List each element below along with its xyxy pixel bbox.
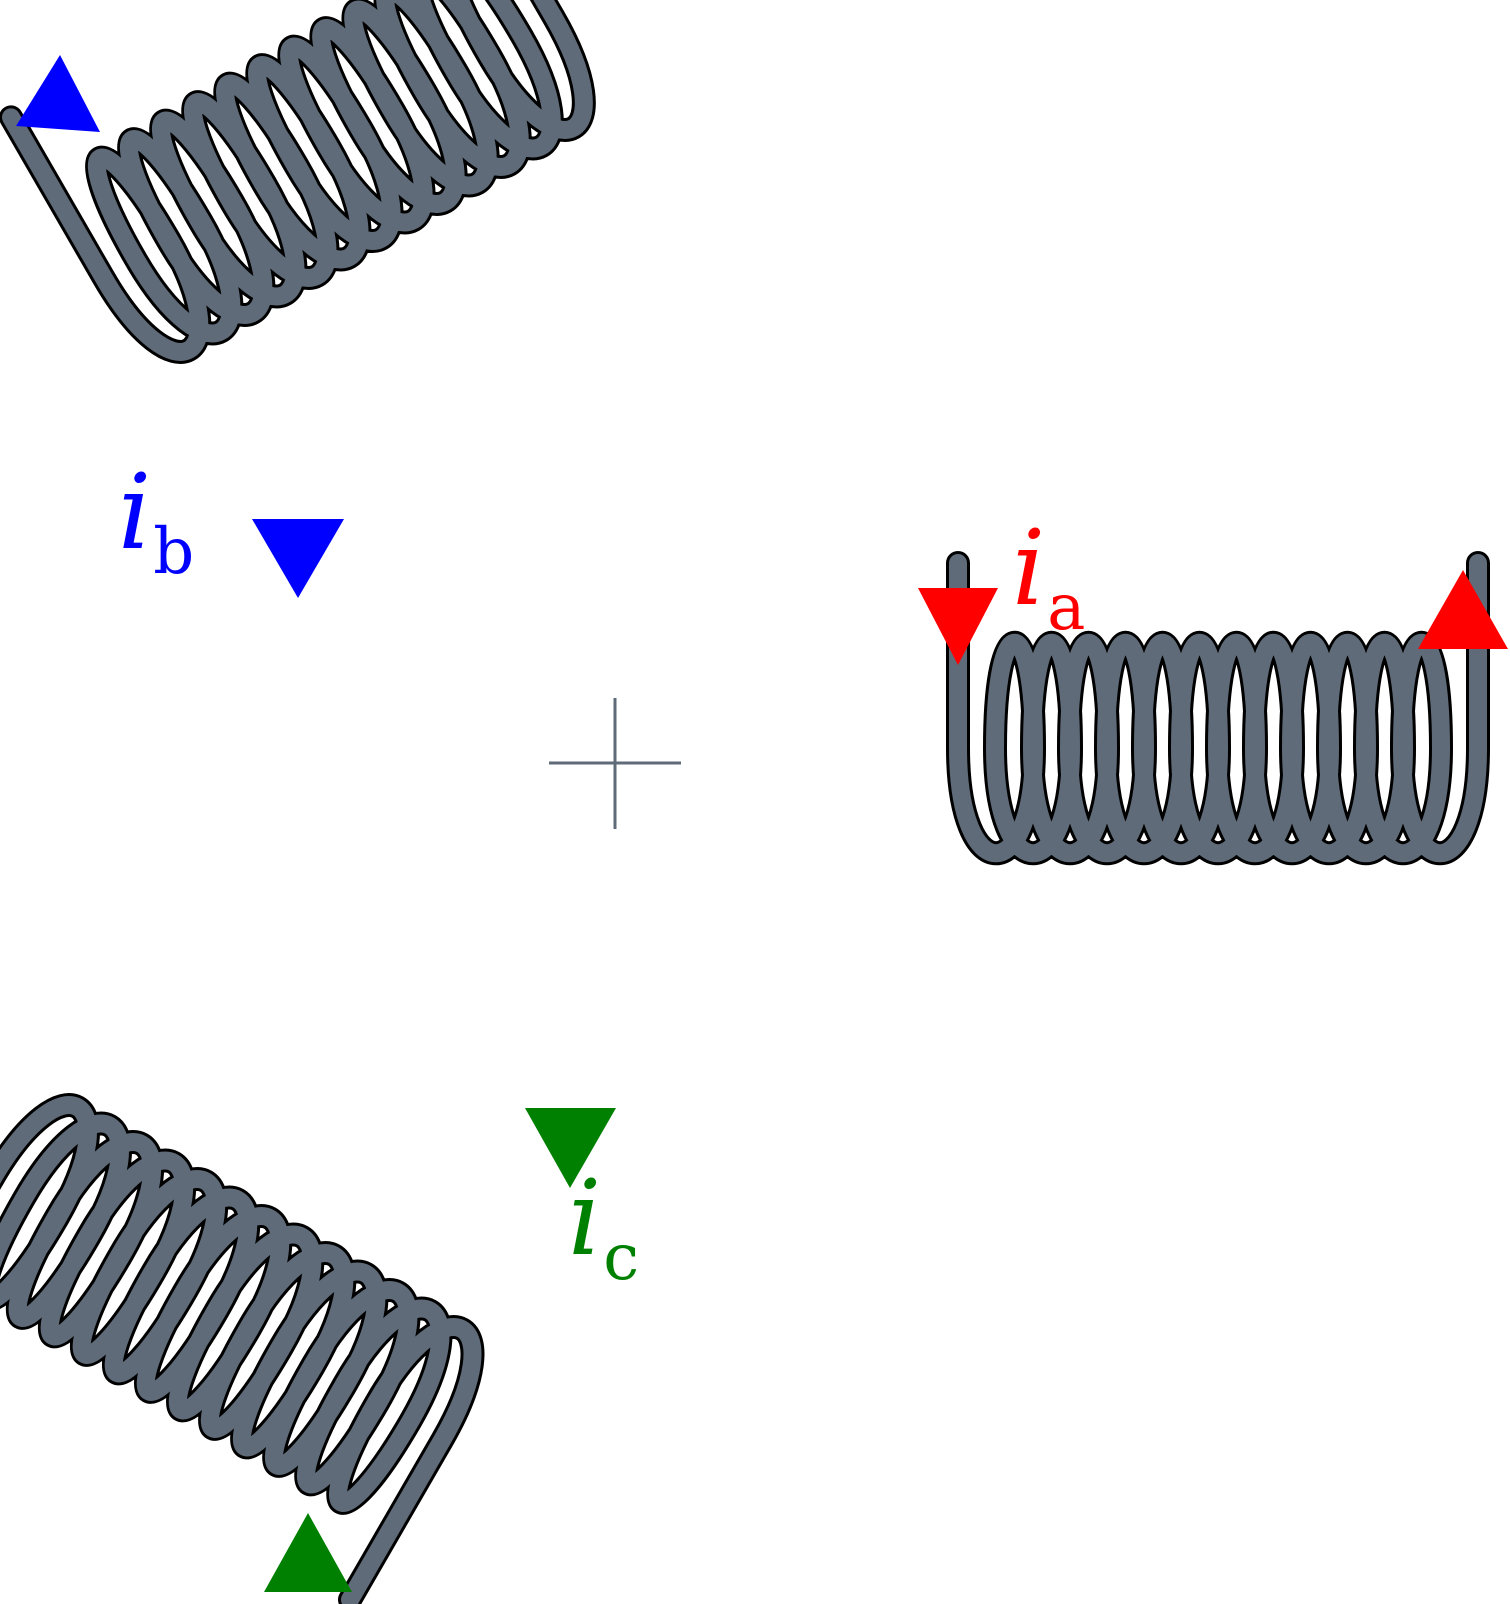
coil-a — [918, 563, 1508, 853]
coil-b-arrow-out — [252, 519, 344, 598]
coil-b — [11, 0, 606, 369]
coil-a-arrow-out — [1418, 570, 1508, 649]
label-ib: ib — [118, 451, 195, 589]
coil-c — [0, 1088, 495, 1599]
label-ic: ic — [568, 1157, 640, 1295]
coil-b-arrow-in — [16, 55, 100, 132]
coil-c-wire — [0, 1088, 495, 1599]
coil-c-arrow-out — [264, 1513, 352, 1592]
label-ia: ia — [1012, 507, 1086, 645]
coil-a-arrow-in — [918, 588, 998, 665]
coil-b-wire — [11, 0, 606, 369]
center-crosshair — [549, 698, 681, 829]
